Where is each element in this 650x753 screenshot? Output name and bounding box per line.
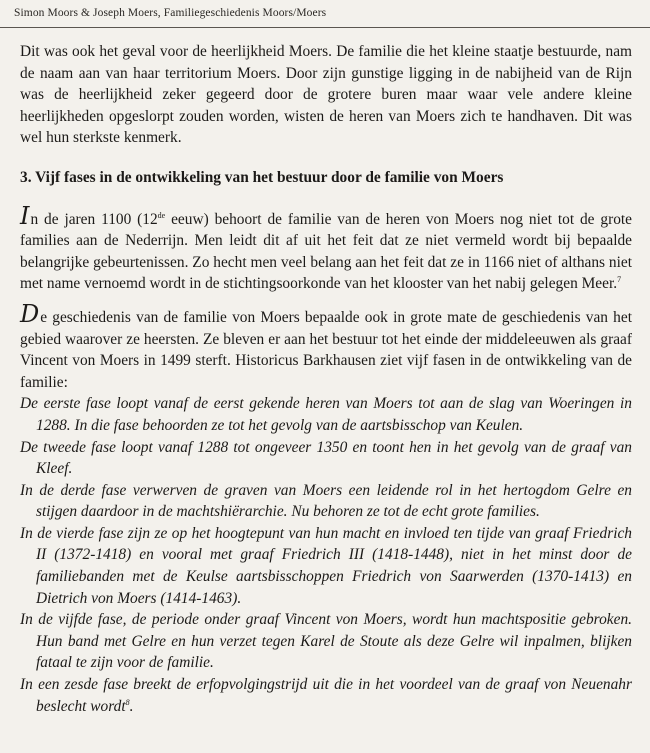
paragraph-geschiedenis [20, 299, 632, 393]
intro-paragraph: Dit was ook het geval voor de heerlijkheid Moers. De familie die het kleine staatje bestuurde, nam de naam aan van haar territorium Moers. Door zijn gunstige ligging in de nabijheid van de Rijn was de heerlijkheid zeker gegeerd door de grotere buren maar waar vele andere kleine heerlijkheden opgeslorpt zouden worden, wisten de heren van Moers zich te handhaven. Dit was wel hun sterkste kenmerk. [20, 43, 632, 147]
footnote-ref[interactable]: 8 [125, 697, 130, 707]
paragraph-text: n de jaren 1100 (12 [30, 210, 158, 228]
superscript: de [157, 210, 166, 220]
phase-item: De eerste fase loopt vanaf de eerst gekende heren van Moers tot aan de slag van Woeringen in 1288. In die fase behoorden ze tot het gevolg van de aartsbisschop van Keulen. [20, 395, 632, 434]
phase-item-zesde [20, 674, 632, 717]
running-header: Simon Moors & Joseph Moers, Familiegeschiedenis Moors/Moers [14, 7, 327, 19]
phase-item: In de vierde fase zijn ze op het hoogtepunt van hun macht en invloed ten tijde van graaf Friedrich II (1372-1418) en vooral met graaf Friedrich III (1418-1448), niet in het minst door de familiebanden met de Keulse aartsbisschoppen Friedrich von Saarwerden (1370-1413) en Dietrich von Moers (1414-1463). [20, 524, 632, 607]
paragraph-text: e geschiedenis van de familie von Moers bepaalde ook in grote mate de geschiedenis van het gebied waarover ze heersten. Ze bleven er aan het bestuur tot het einde der middeleeuwen als graaf Vincent von Moers in 1499 sterft. Historicus Barkhausen ziet vijf fasen in de ontwikkeling van de familie: [20, 308, 632, 391]
paragraph-jaren-1100 [20, 201, 632, 295]
phase-item: In de vijfde fase, de periode onder graaf Vincent von Moers, wordt hun machtspositie gebroken. Hun band met Gelre en hun verzet tegen Karel de Stoute als deze Gelre wil inpalmen, blijken fataal te zijn voor de familie. [20, 611, 632, 672]
phase-text: In een zesde fase breekt de erfopvolgingstrijd uit die in het voordeel van de graaf von Neuenahr beslecht wordt [20, 676, 632, 715]
dropcap-letter: D [20, 299, 40, 328]
phase-item: In de derde fase verwerven de graven van Moers een leidende rol in het hertogdom Gelre en stijgen daardoor in de machtshiërarchie. Nu behoren ze tot de echt grote families. [20, 481, 632, 521]
phase-end: . [129, 697, 134, 715]
header-rule [0, 27, 650, 28]
dropcap-letter: I [20, 201, 30, 230]
paragraph-text: eeuw) behoort de familie van de heren von Moers nog niet tot de grote families aan de Nederrijn. Men leidt dit af uit het feit dat ze niet vermeld wordt bij bepaalde belangrijke gebeurtenissen. Zo hecht men veel belang aan het feit dat ze in 1166 niet of althans niet met name vernoemd wordt in de stichtingsoorkonde van het klooster van het nabij gelegen Meer. [20, 210, 632, 293]
phases-list [20, 393, 632, 717]
section-heading: 3. Vijf fases in de ontwikkeling van het bestuur door de familie von Moers [20, 168, 504, 186]
page-body [20, 41, 632, 717]
phase-item: De tweede fase loopt vanaf 1288 tot ongeveer 1350 en toont hen in het gevolg van de graaf van Kleef. [20, 438, 632, 478]
footnote-ref[interactable]: 7 [617, 275, 622, 285]
